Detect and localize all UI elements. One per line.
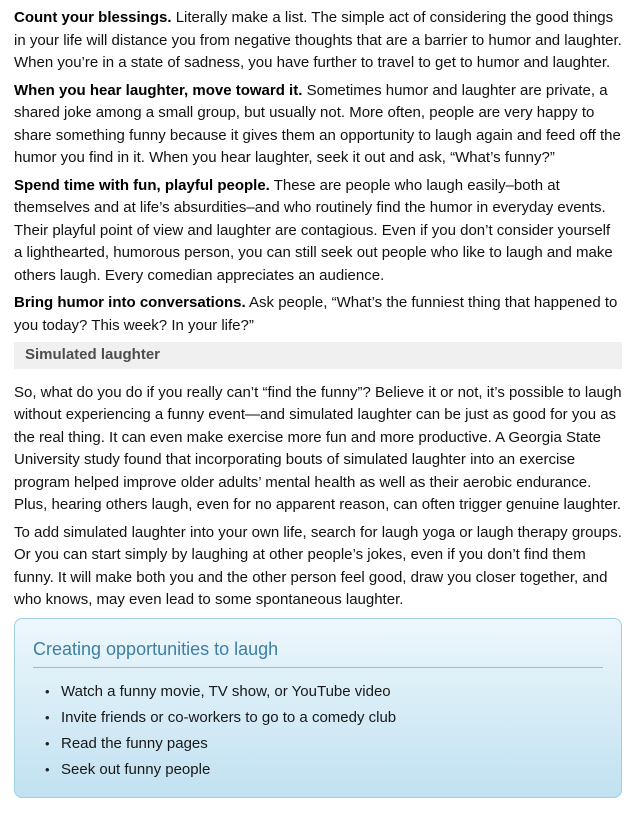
tip-text: Ask people, “What’s the funniest thing that happened to you today? This week? In your life?” [14,294,618,334]
bullet-icon: • [45,683,50,699]
tip-lead: Spend time with fun, playful people. [14,176,270,194]
list-item-text: Watch a funny movie, TV show, or YouTube video [61,682,391,700]
list-item-text: Read the funny pages [61,734,208,752]
tip-lead: When you hear laughter, move toward it. [14,81,303,99]
list-item [45,732,603,755]
section-paragraph [14,522,622,612]
tip-paragraph [14,175,622,288]
list-item [45,680,603,703]
bullet-icon: • [45,709,50,725]
tip-paragraph [14,80,622,170]
callout-list [33,680,603,781]
list-item-text: Invite friends or co-workers to go to a comedy club [61,708,397,726]
tip-text: These are people who laugh easily–both at themselves and at life’s absurdities–and who routinely find the humor in everyday events. Their playful point of view and laughter are contagious. Even if you don’t consider yourself a lighthearted, humorous person, you can still seek out people who like to laugh and make others laugh. Every comedian appreciates an audience. [14,176,613,284]
callout-box [14,618,622,798]
section-paragraph-text: To add simulated laughter into your own life, search for laugh yoga or laugh therapy groups. Or you can start simply by laughing at other people’s jokes, even if you don’t find them funny. It will make both you and the other person feel good, draw you closer together, and who knows, may even lead to some spontaneous laughter. [14,523,622,608]
tip-paragraph [14,7,622,75]
list-item-text: Seek out funny people [61,760,211,778]
list-item [45,758,603,781]
callout-title: Creating opportunities to laugh [33,638,603,668]
bullet-icon: • [45,735,50,751]
tip-lead: Bring humor into conversations. [14,294,246,311]
tip-text: Sometimes humor and laughter are private, a shared joke among a small group, but usually not. More often, people are very happy to share something funny because it gives them an opportunity to laugh again and feed off the humor you find in it. When you hear laughter, seek it out and ask, “What’s funny?” [14,81,621,166]
bullet-icon: • [45,761,50,777]
list-item [45,706,603,729]
tip-paragraph [14,292,622,337]
tip-lead: Count your blessings. [14,9,172,26]
section-heading: Simulated laughter [14,342,622,369]
tip-text: Literally make a list. The simple act of considering the good things in your life will distance you from negative thoughts that are a barrier to humor and laughter. When you’re in a state of sadness, you have further to travel to get to humor and laughter. [14,9,622,71]
section-paragraph [14,382,622,517]
section-paragraph-text: So, what do you do if you really can’t “find the funny”? Believe it or not, it’s possible to laugh without experiencing a funny event—and simulated laughter can be just as good for you as the real thing. It can even make exercise more fun and more productive. A Georgia State University study found that incorporating bouts of simulated laughter into an exercise program helped improve older adults’ mental health as well as their aerobic endurance. Plus, hearing others laugh, even for no apparent reason, can often trigger genuine laughter. [14,383,622,513]
